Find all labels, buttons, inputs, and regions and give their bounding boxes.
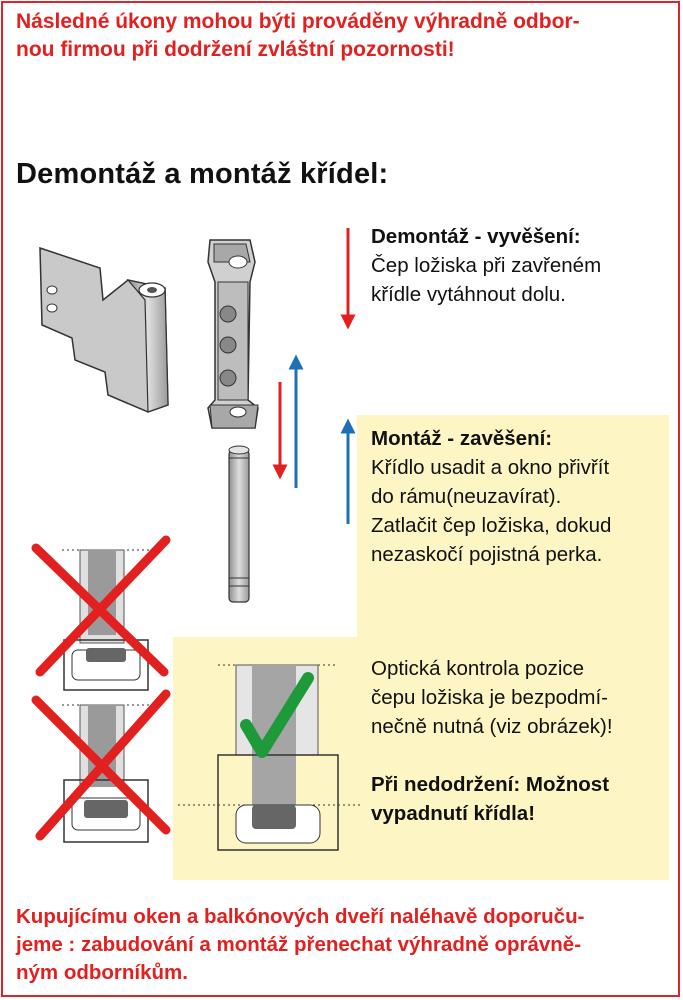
montaz-line4: nezaskočí pojistná perka.	[371, 543, 603, 566]
kontrola-warning-line1: Při nedodržení: Možnost	[371, 773, 610, 796]
kontrola-line3: nečně nutná (viz obrázek)!	[371, 715, 613, 738]
pin-drawing	[229, 446, 249, 602]
kontrola-warning-line2: vypadnutí křídla!	[371, 802, 536, 825]
bottom-warning-line3: ným odborníkům.	[16, 961, 188, 984]
kontrola-line1: Optická kontrola pozice	[371, 657, 585, 680]
top-warning-line2: nou firmou při dodržení zvláštní pozornosti!	[16, 38, 455, 61]
montaz-line3: Zatlačit čep ložiska, dokud	[371, 514, 612, 537]
demontaz-line1: Čep ložiska při zavřeném	[371, 254, 602, 277]
kontrola-block	[371, 654, 613, 741]
bottom-warning	[16, 903, 671, 987]
bottom-warning-line2: jeme : zabudování a montáž přenechat výhradně oprávně-	[16, 933, 582, 956]
montaz-line1: Křídlo usadit a okno přivřít	[371, 456, 610, 479]
hinge-leaf-drawing	[40, 248, 168, 412]
montaz-heading: Montáž - zavěšení:	[371, 427, 553, 450]
frame-part-drawing	[208, 240, 258, 428]
demontaz-heading: Demontáž - vyvěšení:	[371, 225, 581, 248]
bottom-warning-line1: Kupujícímu oken a balkónových dveří naléhavě doporuču-	[16, 905, 585, 928]
kontrola-line2: čepu ložiska je bezpodmí-	[371, 686, 609, 709]
demontaz-line2: křídle vytáhnout dolu.	[371, 283, 566, 306]
demontaz-block	[371, 222, 601, 309]
wrong-position-2-drawing	[36, 694, 166, 842]
top-warning-line1: Následné úkony mohou býti prováděny výhradně odbor-	[16, 10, 580, 33]
montaz-line2: do rámu(neuzavírat).	[371, 485, 562, 508]
page-title: Demontáž a montáž křídel:	[16, 158, 389, 190]
kontrola-warning	[371, 770, 609, 828]
wrong-position-1-drawing	[36, 540, 166, 690]
correct-position-drawing	[178, 665, 360, 850]
montaz-block	[371, 424, 611, 569]
